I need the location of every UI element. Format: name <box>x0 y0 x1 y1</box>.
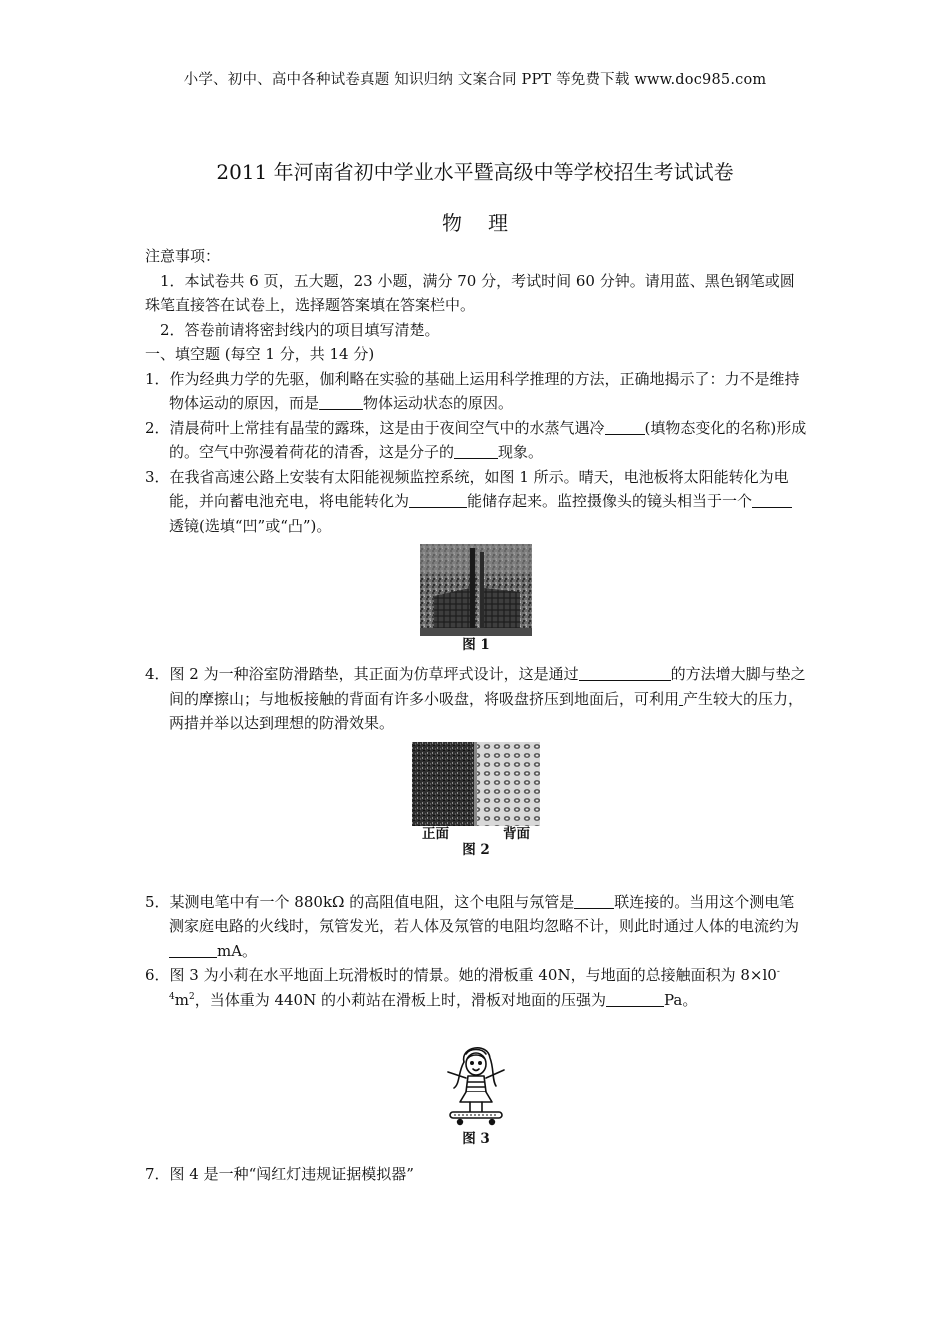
q6-text-c: ，当体重为 440N 的小莉站在滑板上时，滑板对地面的压强为 <box>194 990 606 1009</box>
q6-text-b: m <box>174 990 189 1009</box>
q2-text-b: (填物态变化的名称)形成的。空气中弥漫着荷花的清香，这是分子的 <box>169 418 807 461</box>
question-2 <box>145 416 807 465</box>
skateboard-girl-drawing <box>436 1040 516 1130</box>
note-item-1: 1．本试卷共 6 页，五大题，23 小题，满分 70 分，考试时间 60 分钟。请用蓝、黑色钢笔或圆珠笔直接答在试卷上，选择题答案填在答案栏中。 <box>145 271 795 314</box>
figure-2-caption: 图 2 <box>462 841 490 858</box>
exam-title: 2011 年河南省初中学业水平暨高级中等学校招生考试试卷 <box>216 160 734 184</box>
q2-text-a: 2．清晨荷叶上常挂有晶莹的露珠，这是由于夜间空气中的水蒸气遇冷 <box>145 418 605 437</box>
q6-exponent: -4 <box>169 967 780 1002</box>
answer-blank[interactable] <box>579 664 671 681</box>
q7-text-a: 7．图 4 是一种“闯红灯违规证据模拟器” <box>145 1165 414 1183</box>
q3-text-b: 能储存起来。监控摄像头的镜头相当于一个 <box>467 492 753 510</box>
answer-blank[interactable] <box>169 941 217 958</box>
figure-2 <box>145 742 807 858</box>
answer-blank[interactable] <box>574 892 614 909</box>
figure-3 <box>145 1040 807 1148</box>
answer-blank[interactable] <box>319 393 363 410</box>
q6-text-d: Pa。 <box>664 990 698 1009</box>
question-7 <box>145 1162 807 1187</box>
question-5 <box>145 890 807 964</box>
q4-text-a: 4．图 2 为一种浴室防滑踏垫，其正面为仿草坪式设计，这是通过 <box>145 665 579 683</box>
figure-2-labels <box>412 826 540 842</box>
note-item-2: 2．答卷前请将密封线内的项目填写清楚。 <box>160 320 440 339</box>
answer-blank[interactable] <box>454 442 498 459</box>
question-1 <box>145 367 807 416</box>
back-label: 背面 <box>503 825 530 842</box>
q3-text-a: 3．在我省高速公路上安装有太阳能视频监控系统，如图 1 所示。晴天，电池板将太阳能转化为电能，并向蓄电池充电，将电能转化为 <box>145 467 789 510</box>
front-label: 正面 <box>422 825 449 842</box>
q4-text-b: 的方法增大脚与垫之间的摩擦山；与地板接触的背面有许多小吸盘，将吸盘挤压到地面后，可利用 <box>169 665 806 708</box>
page-header: 小学、初中、高中各种试卷真题 知识归纳 文案合同 PPT 等免费下载 www.doc985.com <box>183 72 767 88</box>
q3-text-c: 透镜(选填“凹”或“凸”)。 <box>169 516 332 535</box>
q5-text-b: 联连接的。当用这个测电笔测家庭电路的火线时，氖管发光，若人体及氖管的电阻均忽略不计，则此时通过人体的电流约为 <box>169 892 800 935</box>
notes-heading: 注意事项： <box>145 247 221 265</box>
q6-text-a: 6．图 3 为小莉在水平地面上玩滑板时的情景。她的滑板重 40N，与地面的总接触面积为 8×l0 <box>145 966 777 984</box>
question-3 <box>145 465 807 539</box>
answer-blank[interactable] <box>752 491 792 508</box>
figure-3-caption: 图 3 <box>462 1131 490 1147</box>
q5-text-a: 5．某测电笔中有一个 880kΩ 的高阻值电阻，这个电阻与氖管是 <box>145 892 575 911</box>
answer-blank[interactable] <box>606 990 664 1007</box>
exam-content <box>145 244 807 1187</box>
answer-blank[interactable] <box>605 418 645 435</box>
q1-text-a: 1．作为经典力学的先驱，伽利略在实验的基础上运用科学推理的方法，正确地揭示了：力不是维持物体运动的原因，而是 <box>145 369 800 412</box>
solar-panel-photo <box>420 544 532 636</box>
subject-title: 物理 <box>442 211 534 235</box>
question-4 <box>145 662 807 736</box>
bath-mat-photo <box>412 742 540 826</box>
figure-1-caption: 图 1 <box>462 637 490 653</box>
q1-text-b: 物体运动状态的原因。 <box>363 394 514 412</box>
q4-text-c: 产生较大的压力，两措并举以达到理想的防滑效果。 <box>169 689 804 732</box>
q2-text-c: 现象。 <box>498 443 544 461</box>
q6-square: 2 <box>188 991 195 1002</box>
question-6 <box>145 963 807 1012</box>
figure-1 <box>145 544 807 654</box>
section-1-heading: 一、填空题 (每空 1 分，共 14 分) <box>145 345 375 363</box>
answer-blank[interactable] <box>409 491 467 508</box>
q5-text-c: mA。 <box>217 941 258 960</box>
